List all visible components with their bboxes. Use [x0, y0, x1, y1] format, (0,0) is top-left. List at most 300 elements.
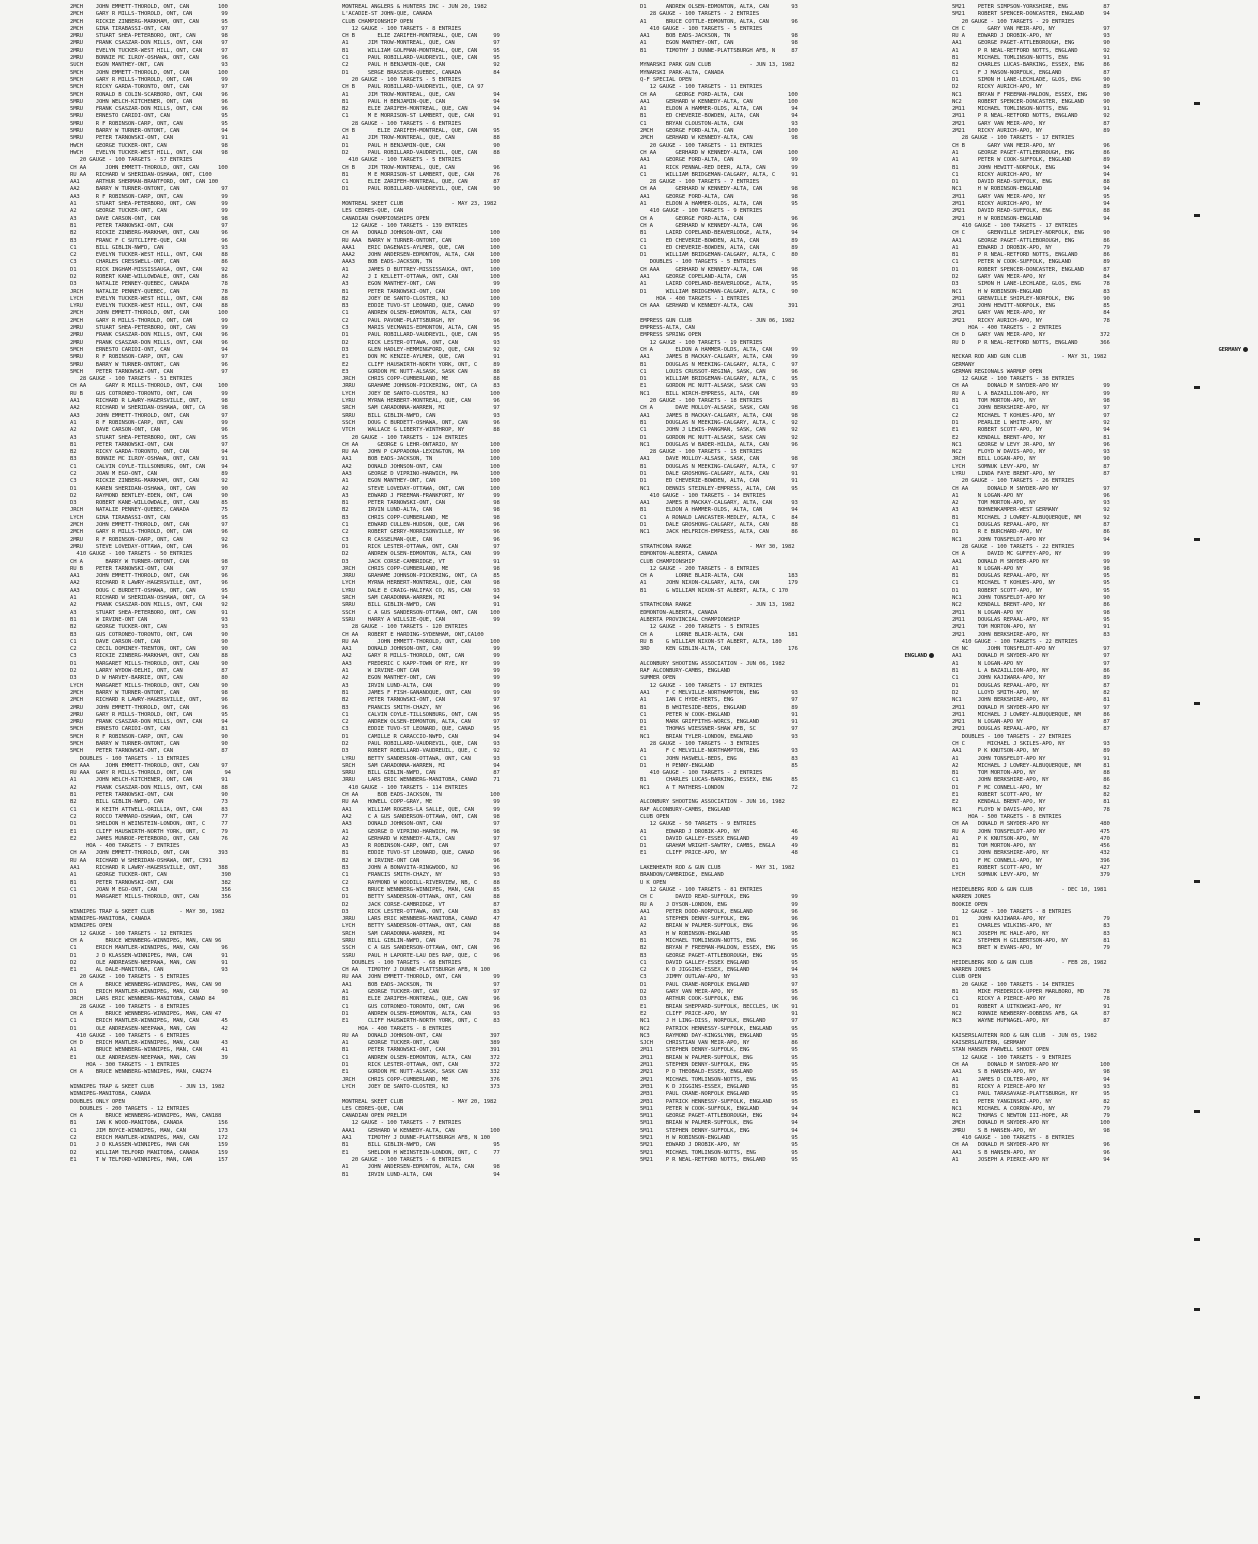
result-line: 2M21 TOM MORTON-APO, NY 91: [952, 624, 1110, 631]
result-line: D2 JACK CORSE-CAMBRIDGE, VT 87: [342, 901, 500, 908]
result-line: NC1 H W ROBINSON-ENGLAND 94: [952, 186, 1110, 193]
result-line: A1 BRUCE WENNBERG-WINNIPEG, MAN, CAN 41: [70, 1047, 228, 1054]
result-line: B1 G WILLIAM NIXON-ST ALBERT, ALTA, C 170: [640, 587, 789, 594]
result-line: D1 ANDREW OLSEN-EDMONTON, ALTA, CAN 93: [640, 4, 798, 10]
result-line: CH D ERICH MANTLER-WINNIPEG, MAN, CAN 43: [70, 1040, 228, 1047]
result-line: AA1 BOB EADS-JACKSON, TN 97: [342, 981, 500, 988]
result-line: AA1 S B HANSEN-APO, NY 96: [952, 1149, 1110, 1156]
result-line: C1 ED CHEVERIE-BOWDEN, ALTA, CAN 89: [640, 244, 798, 251]
result-line: A2 EGON MANTHEY-ONT, CAN 99: [342, 675, 500, 682]
result-line: SSCH C A GUS SANDERSON-OTTAWA, ONT, CAN 96: [342, 945, 500, 952]
result-line: C3 R CASSELMAN-QUE, CAN 96: [342, 536, 500, 543]
result-line: 2M21 RICKY AURICH-APO, NY 78: [952, 317, 1110, 324]
result-line: 20 GAUGE - 100 TARGETS - 26 ENTRIES: [952, 478, 1075, 485]
result-line: D1 GORDON MC NUTT-ALSASK, SASK CAN 92: [640, 434, 798, 441]
result-line: D2 ROBERT KANE-WILLOWDALE, ONT, CAN 86: [70, 273, 228, 280]
result-line: CH A GERHARD W KENNEDY-ALTA, CAN 96: [640, 222, 798, 229]
result-line: C1 DAVID GALLEY-ESSEX ENGLAND 95: [640, 959, 798, 966]
result-line: C1 ANDREW OLSEN-EDMONTON, ALTA, CAN 97: [342, 310, 500, 317]
result-line: A1 GEORGE TUCKER-ONT, CAN 389: [342, 1040, 500, 1047]
result-line: A2 BRIAN W PALMER-SUFFOLK, ENG 96: [640, 923, 798, 930]
result-line: B1 TOM MORTON-APO, NY 456: [952, 843, 1110, 850]
country-label: ENGLAND: [904, 653, 927, 660]
result-line: D1 PAUL H BENJAMIN-QUE, CAN 90: [342, 142, 500, 149]
result-line: 410 GAUGE - 100 TARGETS - 114 ENTRIES: [342, 784, 468, 791]
result-line: LES CEDRES-QUE, CAN: [342, 208, 404, 215]
result-line: AA1 BOB EADS-JACKSON, TN 98: [640, 33, 798, 40]
result-line: AA1 RICHARD R LAWRY-HAGERSVILLE, ONT, 388: [70, 865, 228, 872]
result-line: 20 GAUGE - 100 TARGETS - 124 ENTRIES: [342, 434, 468, 441]
result-line: CH AA BOB EADS-JACKSON, TN 100: [342, 792, 500, 799]
result-line: A1 W IRVINE-ONT CAN 99: [342, 668, 500, 675]
result-line: A1 GEORGE D VIPRINO-HARWICH, MA 98: [342, 828, 500, 835]
result-line: AA1 S B HANSEN-APO, NY 98: [952, 1069, 1110, 1076]
result-line: B1 DOUGLAS REPAAL-APO, NY 95: [952, 573, 1110, 580]
result-line: 410 GAUGE - 100 TARGETS - 5 ENTRIES: [640, 25, 763, 32]
result-line: A2 GERHARD W KENNEDY-ALTA, CAN 97: [342, 835, 500, 842]
spacer: [952, 1026, 1258, 1033]
result-line: 5MCH BARRY W TURNER-ONTONT, CAN 90: [70, 740, 228, 747]
result-line: CH C GRENVILLE SHIPLEY-NORFOLK, ENG 90: [952, 230, 1110, 237]
result-line: CH B GARY VAN MEIR-APO, NY 96: [952, 142, 1110, 149]
result-line: HWCH GEORGE TUCKER-ONT, CAN 98: [70, 142, 228, 149]
result-line: 5M21 MICHAEL TOMLINSON-NOTTS, ENG 95: [640, 1149, 798, 1156]
result-line: RU A J DYSON-LONDON, ENG 99: [640, 901, 798, 908]
result-line: AA1 JAMES B MACKAY-CALGARY, ALTA, CAN 99: [640, 354, 798, 361]
result-line: SRRU BILL GIBLIN-NWFD, CAN 93: [342, 412, 500, 419]
result-line: CANADIAN CHAMPIONSHIPS OPEN: [342, 215, 429, 222]
result-line: 5MRU JOHN WELCH-KITCHENER, ONT, CAN 96: [70, 98, 228, 105]
result-line: BOOKIE OPEN: [952, 901, 988, 908]
result-line: CH A DAVID MC GUFFEY-APO, NY 99: [952, 551, 1110, 558]
result-line: A3 H W ROBINSON-ENGLAND 95: [640, 930, 798, 937]
result-line: CH B ELIE ZARIFEH-MONTREAL, QUE, CAN 99: [342, 33, 500, 40]
result-line: 20 GAUGE - 100 TARGETS - 14 ENTRIES: [952, 981, 1075, 988]
result-line: 2MCH JOHN EMMETT-THOROLD, ONT, CAN 100: [70, 310, 228, 317]
result-line: 2M21 DAVID READ-SUFFOLK, ENG 88: [952, 208, 1110, 215]
result-line: 410 GAUGE - 100 TARGETS - 50 ENTRIES: [70, 551, 193, 558]
result-line: RU AA RICHARD W SHERIDAN-OSHAWA, ONT, C391: [70, 857, 212, 864]
result-line: CH AA GERHARD W KENNEDY-ALTA, CAN 100: [640, 149, 798, 156]
result-line: B2 CHARLES LUCAS-BARKING, ESSEX, ENG 86: [952, 62, 1110, 69]
result-line: CH AA JOHN EMMETT-THOROLD, ONT, CAN 393: [70, 850, 228, 857]
result-line: CH A BRUCE WENNBERG-WINNIPEG, MAN, CAN188: [70, 1113, 222, 1120]
spacer: [640, 55, 944, 62]
result-line: 2MCH RICKIE ZINBERG-MARKHAM, ONT, CAN 95: [70, 18, 228, 25]
result-line: CH AAA JOHN EMMETT-THOROLD, ONT, CAN 97: [70, 762, 228, 769]
result-line: A2 TOM MORTON-APO, NY 93: [952, 500, 1110, 507]
result-line: A3 STUART SHEA-PETERBORO, ONT, CAN 91: [70, 609, 228, 616]
result-line: D3 NATALIE PENNEY-QUEBEC, CANADA 78: [70, 281, 228, 288]
result-line: 28 GAUGE - 100 TARGETS - 22 ENTRIES: [952, 543, 1075, 550]
result-line: RU A L A BAZAILLION-APO, NY 99: [952, 390, 1110, 397]
result-line: EDMONTON-ALBERTA, CANADA: [640, 609, 718, 616]
result-line: D1 CAMILLE R CARACCIO-NWFD, CAN 94: [342, 733, 500, 740]
result-line: CH C DAVID READ-SUFFOLK, ENG 99: [640, 894, 798, 901]
result-line: AAA1 ERIC DAGENAIS-AYLMER, QUE, CAN 100: [342, 244, 500, 251]
result-line: C1 JOHN HASWELL-BEDS, ENG 83: [640, 755, 798, 762]
result-line: A1 P R NEAL-RETFORD NOTTS, ENGLAND 92: [952, 47, 1110, 54]
result-line: 2M31 PAUL CRANE-NORFOLK ENGLAND 95: [640, 1091, 798, 1098]
result-line: C1 ED CHEVERIE-BOWDEN, ALTA, CAN 89: [640, 237, 798, 244]
result-line: 2MRU BONNIE MC ILROY-OSHAWA, ONT, CAN 96: [70, 55, 228, 62]
result-line: AA1 DONALD M SNYDER-APO NY 99: [952, 558, 1110, 565]
result-line: JRCH NATALIE PENNEY-QUEBEC, CANADA 75: [70, 507, 228, 514]
result-line: JRRU GRAHAME JOHNSON-PICKERING, ONT, CA 85: [342, 573, 500, 580]
result-line: D2 RICK LESTER-OTTAWA, ONT, CAN 93: [342, 339, 500, 346]
result-line: SSRU HARRY A WILLSIE-QUE, CAN 99: [342, 616, 500, 623]
result-line: A3 EGON MANTHEY-ONT, CAN 99: [342, 281, 500, 288]
result-line: 2M11 DOUGLAS REPAAL-APO, NY 95: [952, 616, 1110, 623]
result-line: B1 PETER TARNOWSKI-ONT, CAN 97: [70, 222, 228, 229]
result-line: E1 ROBERT SCOTT-APO, NY 82: [952, 792, 1110, 799]
result-line: C2 ROBERT GERRY-MORRISONVILLE, NY 96: [342, 529, 500, 536]
result-line: NC1 GEORGE W LEVY JR-APO, NY 96: [952, 441, 1110, 448]
result-line: CH AA GEORGE G LEHR-ONTARIO, NY 100: [342, 441, 500, 448]
result-line: E1 T W TELFORD-WINNIPEG, MAN, CAN 157: [70, 1156, 228, 1163]
result-line: C1 ELIE ZARIFEH-MONTREAL, QUE, CAN 87: [342, 179, 500, 186]
result-line: NC3 RAYMOND DAY-KINGSLYNN, ENGLAND 95: [640, 1032, 798, 1039]
result-line: C1 RICKY AURICH-APO, NY 94: [952, 171, 1110, 178]
result-line: D1 WILLIAM BRIDGEMAN-CALGARY, ALTA, C 95: [640, 376, 798, 383]
result-line: RU D P R NEAL-RETFORD NOTTS, ENGLAND 366: [952, 339, 1110, 346]
result-line: AAA3 BOB EADS-JACKSON, TN 100: [342, 259, 500, 266]
spacer: [640, 858, 944, 865]
result-line: KAISERSLAUTERN, GERMANY: [952, 1040, 1027, 1047]
result-line: B1 PETER TARNOWSKI-ONT, CAN 382: [70, 879, 231, 886]
result-line: D3 D W HARVEY-BARRIE, ONT, CAN 80: [70, 675, 228, 682]
result-line: RU AAA JOHN EMMETT-THOROLD, ONT, CAN 99: [342, 974, 500, 981]
result-line: NC1 JOHN BERKSHIRE-APO, NY 81: [952, 697, 1110, 704]
result-line: C2 ERICH MANTLER-WINNIPEG, MAN, CAN 172: [70, 1135, 228, 1142]
result-line: 2MRU EVELYN TUCKER-WEST HILL, ONT, CAN 97: [70, 47, 228, 54]
result-line: B2 IRVIN LUND-ALTA, CAN 98: [342, 507, 500, 514]
result-line: C3 MARIS VECMANIS-EDMONTON, ALTA, CAN 95: [342, 325, 500, 332]
result-line: A1 GEORGE TUCKER-ONT, CAN 390: [70, 872, 231, 879]
result-line: B1 ELIE ZARIFEH-MONTREAL, QUE, CAN 96: [342, 996, 500, 1003]
result-line: 2MCH GERHARD W KENNEDY-ALTA, CAN 98: [640, 135, 798, 142]
result-line: STRATHCONA RANGE - JUN 13, 1982: [640, 602, 795, 609]
result-line: 5MCH ERNESTO CARIDI-ONT, CAN 94: [70, 346, 228, 353]
result-line: C1 BRYAN CLOUSTON-ALTA, CAN 93: [640, 120, 798, 127]
result-line: A3 STUART SHEA-PETERBORO, ONT, CAN 95: [70, 434, 228, 441]
result-line: HOA - 400 TARGETS - 8 ENTRIES: [342, 1025, 452, 1032]
result-line: RAF ALCONBURY-CAMBS, ENGLAND: [640, 806, 731, 813]
result-line: C2 JOAN M EGO-ONT, CAN 89: [70, 471, 228, 477]
result-line: NC2 STEPHEN H GILBERTSON-APO, NY 81: [952, 938, 1110, 944]
result-line: ALBERTA PROVINCIAL CHAMPIONSHIP: [640, 616, 740, 623]
result-line: A2 GEORGE TUCKER-ONT, CAN 99: [70, 208, 228, 215]
result-line: RU A EDWARD J DROBIK-APO, NY 93: [952, 33, 1110, 40]
result-line: D3 GLEN HADLEY-HEMMINGFORD, QUE, CAN 92: [342, 346, 500, 353]
result-line: B1 L A BAZAILLION-APO, NY 86: [952, 668, 1110, 675]
result-line: E1 AL DALE-MANITOBA, CAN 93: [70, 967, 228, 974]
result-line: B1 RICKY A PIERCE-APO NY 93: [952, 1083, 1110, 1090]
result-line: 5MRU BARRY W TURNER-ONTONT, CAN 96: [70, 361, 228, 368]
result-line: 28 GAUGE - 100 TARGETS - 51 ENTRIES: [70, 376, 193, 383]
result-line: D3 ROBERT ROBILLARD-VAUDREUIL, QUE, C 92: [342, 748, 500, 755]
result-line: C1 PETER W COOK-SUFFOLK, ENGLAND 89: [952, 259, 1110, 266]
result-line: AAA2 JOHN ANDERSEN-EDMONTON, ALTA, CAN 100: [342, 252, 500, 259]
result-line: D1 MARGARET MILLS-THOROLD, ONT, CAN 356: [70, 894, 231, 901]
result-line: RAF ALCONBURY-CAMBS, ENGLAND: [640, 668, 731, 675]
result-line: D2 RICKY AURICH-APO, NY 89: [952, 84, 1110, 91]
result-line: 5M21 PETER SIMPSON-YORKSHIRE, ENG 87: [952, 4, 1110, 10]
result-line: 12 GAUGE - 100 TARGETS - 17 ENTRIES: [640, 682, 763, 689]
result-line: HOA - 400 TARGETS - 2 ENTRIES: [952, 325, 1062, 332]
result-line: AA3 DONALD JOHNSON-ONT, CAN 97: [342, 821, 500, 828]
result-line: A1 JIM TROW-MONTREAL, QUE, CAN 94: [342, 91, 500, 98]
result-line: JRCH CHRIS COPP-CUMBERLAND, ME 88: [342, 376, 500, 383]
result-line: 5MRU R F ROBINSON-CARP, ONT, CAN 95: [70, 120, 228, 127]
result-line: B1 PETER TARNOWSKI-ONT, CAN 97: [70, 441, 228, 448]
result-line: A1 ELDON A HAMMER-OLDS, ALTA, CAN 95: [640, 201, 798, 208]
result-line: E2 KENDALL BRENT-APO, NY 81: [952, 434, 1110, 441]
result-line: D1 WILLIAM BRIDGEMAN-CALGARY, ALTA, C 80: [640, 252, 798, 259]
result-line: 410 GAUGE - 100 TARGETS - 22 ENTRIES: [952, 638, 1078, 645]
result-line: D1 J D KLASSEN-WINNIPEG, MAN CAN 159: [70, 1142, 228, 1149]
result-line: 2M11 STEPHEN DENNY-SUFFOLK, ENG 95: [640, 1062, 798, 1069]
result-line: 5M21 P R NEAL-RETFORD NOTTS, ENGLAND 95: [640, 1156, 798, 1163]
result-line: 2MRU R F ROBINSON-CARP, ONT, CAN 92: [70, 536, 228, 543]
result-line: B1 WILLIAM GOLFMAN-MONTREAL, QUE, CAN 95: [342, 47, 500, 54]
result-line: 12 GAUGE - 50 TARGETS - 9 ENTRIES: [640, 821, 756, 828]
result-line: WINNIPEG-MANITOBA, CANADA: [70, 1091, 151, 1098]
result-line: 2MRU GARY R MILLS-THOROLD, ONT, CAN 95: [70, 711, 228, 718]
result-line: D1 DAVID READ-SUFFOLK, ENG 88: [952, 179, 1110, 186]
result-line: A1 GEORGE PAGET-ATTLEBOROUGH, ENG 86: [952, 149, 1110, 156]
result-line: CLUB OPEN: [952, 974, 981, 981]
result-line: RU AA JOHN EMMETT-THOROLD, ONT, CAN 100: [342, 638, 500, 645]
result-line: CH C MICHAEL J SKILES-APO, NY 93: [952, 740, 1110, 747]
result-line: B1 CHARLES LUCAS-BARKING, ESSEX, ENG 85: [640, 777, 798, 784]
result-line: C3 EDDIE TUVO-ST LEONARD, QUE, CANAD 95: [342, 726, 500, 733]
result-line: D1 KAREN SHERIDAN-OSHAWA, ONT, CAN 90: [70, 485, 228, 492]
result-line: 2MCH BARRY W TURNER-ONTONT, CAN 98: [70, 689, 228, 696]
result-line: 2MCH GARY R MILLS-THOROLD, ONT, CAN 99: [70, 11, 228, 18]
result-line: LYCH JOEY DE SANTO-CLOSTER, NJ 373: [342, 1083, 500, 1090]
result-line: SSCH DOUG C BURDETT-OSHAWA, ONT, CAN 96: [342, 419, 500, 426]
result-line: NC1 JOHN TONSFELDT-APO NY 90: [952, 595, 1110, 602]
result-line: CH A BARRY W TURNER-ONTONT, CAN 98: [70, 558, 228, 565]
result-line: SRCH SAM CARADONNA-WARREN, MI 94: [342, 762, 500, 769]
result-line: D2 PAUL ROBILLARD-VAUDREVIL, QUE, CAN 93: [342, 740, 500, 747]
result-line: 2M11 N LOGAN-APO NY 98: [952, 609, 1110, 616]
result-line: 2M11 STEPHEN DENNY-SUFFOLK, ENG 95: [640, 1047, 798, 1054]
result-line: D1 DOUGLAS REPAAL-APO, NY 87: [952, 682, 1110, 689]
result-line: 28 GAUGE - 100 TARGETS - 7 ENTRIES: [640, 179, 760, 186]
result-line: C1 ANDREW OLSEN-EDMONTON, ALTA, CAN 372: [342, 1054, 500, 1061]
result-line: B1 MIKE FREDERICK-UPPER MARLBORO, MD 78: [952, 989, 1110, 996]
result-line: C1 DAVE CARSON-ONT, CAN 90: [70, 638, 228, 645]
result-line: 2MCH JOHN EMMETT-THOROLD, ONT, CAN 97: [70, 522, 228, 529]
result-line: 12 GAUGE - 100 TARGETS - 19 ENTRIES: [640, 339, 763, 346]
result-line: AAA1 GERHARD W KENNEDY-ALTA, CAN 100: [342, 1127, 500, 1134]
result-line: AA1 TIMOTHY J DUNNE-PLATTSBURGH AFB, N 100: [342, 1135, 491, 1142]
result-line: B3 GEORGE PAGET-ATTLEBOROUGH, ENG 95: [640, 952, 798, 959]
result-line: C1 JOHN BERKSHIRE-APO, NY 97: [952, 405, 1110, 412]
result-line: A1 JIM TROW-MONTREAL, QUE, CAN 97: [342, 40, 500, 47]
bullet-dot-icon: [929, 653, 934, 658]
result-line: ALCONBURY SHOOTING ASSOCIATION - JUN 16, 1982: [640, 799, 785, 806]
result-line: SJCH CHRISTIAN VAN MEIR-APO, NY 86: [640, 1040, 798, 1047]
result-line: 2M21 MICHAEL TOMLINSON-NOTTS, ENG 95: [640, 1076, 798, 1083]
result-line: SSCH C A GUS SANDERSON-OTTAWA, ONT, CAN 100: [342, 609, 500, 616]
result-line: RU AA RICHARD W SHERIDAN-OSHAWA, ONT, C100: [70, 171, 212, 178]
result-line: CH AA ROBERT E HARDING-SYDENHAM, ONT,CA100: [342, 631, 484, 638]
result-line: D1 PAUL ROBILLARD-VAUDREVIL, QUE, CAN 95: [342, 332, 500, 339]
result-line: CH AA TIMOTHY J DUNNE-PLATTSBURGH AFB, N 100: [342, 967, 491, 974]
spacer: [342, 1091, 634, 1098]
result-line: D1 ROBERT SPENCER-DONCASTER, ENGLAND 87: [952, 266, 1110, 273]
result-line: 5MCH PETER TARNOWSKI-ONT, CAN 97: [70, 368, 228, 375]
result-line: 5MRU ERNESTO CARIDI-ONT, CAN 95: [70, 113, 228, 120]
result-line: A1 RICHARD W SHERIDAN-OSHAWA, ONT, CA 94: [70, 595, 228, 602]
result-line: AA1 JAMES B MACKAY-CALGARY, ALTA, CAN 93: [640, 500, 798, 507]
result-line: B1 PETER TARNOWSKI-ONT, CAN 90: [70, 792, 228, 799]
result-line: CH C GARY VAN MEIR-APO, NY 97: [952, 25, 1110, 32]
result-line: 28 GAUGE - 100 TARGETS - 15 ENTRIES: [640, 449, 763, 456]
result-line: B1 PETER TARNOWSKI-ONT, CAN 98: [342, 500, 500, 507]
result-line: NC2 THOMAS C NEWTON III-HOPE, AR 79: [952, 1113, 1110, 1120]
result-line: GERMANY: [952, 361, 975, 368]
result-line: 410 GAUGE - 100 TARGETS - 6 ENTRIES: [70, 1032, 190, 1039]
result-line: JRCH CHRIS COPP-CUMBERLAND, ME 376: [342, 1076, 500, 1083]
edge-tick: [1194, 880, 1200, 883]
result-line: 20 GAUGE - 100 TARGETS - 5 ENTRIES: [342, 76, 462, 83]
result-line: C2 ANDREW OLSEN-EDMONTON, ALTA, CAN 97: [342, 719, 500, 726]
result-line: DOUBLES - 100 TARGETS - 27 ENTRIES: [952, 733, 1072, 740]
result-line: A1 LAIRD COPELAND-BEAVERLODGE, ALTA, 95: [640, 281, 798, 288]
result-line: CH AAA GERHARD W KENNEDY-ALTA, CAN 391: [640, 303, 798, 310]
result-line: STRATHCONA RANGE - MAY 30, 1982: [640, 543, 795, 550]
result-line: 5M21 H W ROBINSON-ENGLAND 95: [640, 1135, 798, 1142]
result-line: SUMMER OPEN: [640, 675, 676, 682]
result-line: E2 CLIFF PRICE-APO, NY 91: [640, 1010, 798, 1017]
result-line: C2 CECIL DOMINEY-TRENTON, ONT, CAN 90: [70, 646, 228, 653]
edge-tick: [1194, 538, 1200, 541]
result-line: C2 K D JIGGINS-ESSEX, ENGLAND 94: [640, 967, 798, 974]
result-line: AA2 BARRY W TURNER-ONTONT, CAN 97: [70, 186, 228, 193]
result-line: B2 BILL GIBLIN-NWFD, CAN 73: [70, 799, 228, 806]
result-line: B1 EDDIE TUVO-ST LEONARD, QUE, CANAD 96: [342, 850, 500, 857]
result-line: A1 JIM TROW-MONTREAL, QUE, CAN 88: [342, 135, 500, 142]
result-line: B1 MICHAEL TOMLINSON-NOTTS, ENG 96: [640, 938, 798, 944]
result-line: B1 PETER TARNOWSKI-ONT, CAN 391: [342, 1047, 500, 1054]
result-line: C1 W KEITH ATTWELL-ORILLIA, ONT, CAN 83: [70, 806, 228, 813]
result-line: MONTREAL SKEET CLUB - MAY 20, 1982: [342, 1098, 497, 1105]
result-line: 2M21 N LOGAN-APO NY 87: [952, 719, 1110, 726]
result-line: C1 ERICH MANTLER-WINNIPEG, MAN, CAN 45: [70, 1018, 228, 1025]
result-line: 2MRU S B HANSEN-APO, NY 98: [952, 1127, 1110, 1134]
result-line: 2M11 BRIAN W PALMER-SUFFOLK, ENG 95: [640, 1054, 798, 1061]
result-line: 20 GAUGE - 100 TARGETS - 57 ENTRIES: [70, 157, 193, 164]
result-line: B1 DOUGLAS N MEEKING-CALGARY, ALTA, C 97: [640, 463, 798, 470]
result-line: NC1 JACK HELFRICH-EMPRESS, ALTA, CAN 86: [640, 529, 798, 536]
country-heading: [640, 653, 944, 660]
result-line: AA1 JAMES B MACKAY-CALGARY, ALTA, CAN 98: [640, 412, 798, 419]
spacer: [342, 194, 634, 201]
edge-tick: [1194, 102, 1200, 105]
result-line: RU AA HOWELL COPP-GRAY, ME 99: [342, 799, 500, 806]
result-line: A1 R F ROBINSON-CARP, ONT, CAN 99: [70, 419, 228, 426]
spacer: [640, 792, 944, 799]
result-line: B1 JOHN HEWITT-NORFOLK, ENG 94: [952, 164, 1110, 171]
result-line: JRRU GRAHAME JOHNSON-PICKERING, ONT, CA 83: [342, 383, 500, 390]
result-line: AA1 DAVE MOLLOY-ALSASK, SASK, CAN 98: [640, 456, 798, 463]
result-line: 5M11 STEPHEN DENNY-SUFFOLK, ENG 94: [640, 1127, 798, 1134]
result-line: 2MCH RICHARD R LAWRY-HAGERSVILLE, ONT, 96: [70, 697, 228, 704]
result-line: 2MRU JOHN EMMETT-THOROLD, ONT, CAN 96: [70, 704, 228, 711]
result-line: 2MRU FRANK CSASZAR-DON MILLS, ONT, CAN 97: [70, 40, 228, 47]
result-line: D2 PAUL ROBILLARD-VAUDREVIL, QUE, CAN 88: [342, 149, 500, 156]
result-line: C1 CALVIN COYLE-TILLSONBURG, ONT, CAN 95: [342, 711, 500, 718]
result-line: AA2 C A GUS SANDERSON-OTTAWA, ONT, CAN 98: [342, 813, 500, 820]
result-line: E1 BRIAN SHEPPARD-SUFFOLK, BECCLES, UK 91: [640, 1003, 798, 1010]
result-line: C1 MICHAEL T KOHUES-APO, NY 95: [952, 580, 1110, 587]
result-line: CH A DAVE MOLLOY-ALSASK, SASK, CAN 98: [640, 405, 798, 412]
result-line: NC1 J H LING-DISS, NORFOLK, ENGLAND 97: [640, 1018, 798, 1025]
result-line: B2 ELIE ZARIFEH-MONTREAL, QUE, CAN 94: [342, 106, 500, 113]
edge-tick: [1194, 1396, 1200, 1399]
edge-tick: [1194, 702, 1200, 705]
result-line: CH A LORNE BLAIR-ALTA, CAN 183: [640, 573, 798, 580]
result-line: LYCH MARGARET MILLS-THOROLD, ONT, CAN 90: [70, 682, 228, 689]
result-line: A2 J I KELLETT-OTTAWA, ONT, CAN 100: [342, 273, 500, 280]
result-line: B3 GUS COTRONEO-TORONTO, ONT, CAN 90: [70, 631, 228, 638]
spacer: [952, 953, 1258, 960]
result-line: A3 R ROBINSON-CARP, ONT, CAN 97: [342, 843, 500, 850]
result-line: 12 GAUGE - 100 TARGETS - 11 ENTRIES: [640, 84, 763, 91]
result-line: C1 JOHN J LEWIS-PANGMAN, SASK, CAN 92: [640, 427, 798, 434]
result-line: 5MRU BARRY W TURNER-ONTONT, CAN 94: [70, 128, 228, 135]
result-line: CH AA GEORGE FORD-ALTA, CAN 100: [640, 91, 798, 98]
result-line: B2 W IRVINE-ONT CAN 96: [342, 857, 500, 864]
result-line: 410 GAUGE - 100 TARGETS - 14 ENTRIES: [640, 492, 766, 499]
result-line: C1 PETER W COOK-ENGLAND 91: [640, 711, 798, 718]
result-line: RU AAA GARY R MILLS-THOROLD, ONT, CAN 94: [70, 770, 231, 777]
result-line: DOUBLES - 200 TARGETS - 12 ENTRIES: [70, 1105, 190, 1112]
result-line: C3 BRUCE WENNBERG-WINNIPEG, MAN, CAN 85: [342, 886, 500, 893]
result-line: 2MCH GARY R MILLS-THOROLD, ONT, CAN 99: [70, 317, 228, 324]
result-line: 5M11 BRIAN W PALMER-SUFFOLK, ENG 94: [640, 1120, 798, 1127]
column-3: [640, 4, 944, 1540]
result-line: LYCH JOEY DE SANTO-CLOSTER, NJ 100: [342, 390, 500, 397]
result-line: MYNARSKI PARK-ALTA, CANADA: [640, 69, 724, 76]
result-line: A1 N LOGAN-APO NY 96: [952, 492, 1110, 499]
result-line: RU B GUS COTRONEO-TORONTO, ONT, CAN 99: [70, 390, 228, 397]
result-line: NC1 BRIAN TYLER-LONDON, ENGLAND 93: [640, 733, 798, 740]
result-line: DOUBLES - 100 TARGETS - 68 ENTRIES: [342, 959, 462, 966]
result-line: RU A JOHN TONSFELDT-APO NY 475: [952, 828, 1110, 835]
result-line: U K OPEN: [640, 879, 666, 886]
result-line: NC1 H W ROBINSON-ENGLAND 83: [952, 288, 1110, 295]
result-line: D2 GARY VAN MEIR-APO, NY 84: [952, 273, 1110, 280]
result-line: MYNARSKI PARK GUN CLUB - JUN 13, 1982: [640, 62, 795, 69]
result-line: A1 JOHN TONSFELDT-APO NY 91: [952, 755, 1110, 762]
result-line: 20 GAUGE - 100 TARGETS - 6 ENTRIES: [342, 1156, 462, 1163]
result-line: AA1 GEORGE PAGET-ATTLEBOROUGH, ENG 86: [952, 237, 1110, 244]
spacer: [640, 310, 944, 317]
result-line: E1 GORDON MC NUTT-ALSASK, SASK CAN 93: [640, 383, 798, 390]
result-line: D1 ROBERT A UITKOWSKI-APO, NY 91: [952, 1003, 1110, 1010]
result-line: NC2 RONNIE NEWBERRY-DOBBINS AFB, GA 87: [952, 1010, 1110, 1017]
result-line: 2M21 JOHN BERKSHIRE-APO, NY 83: [952, 631, 1110, 638]
result-line: LYCH BETTY SANDERSON-OTTAWA, ONT, CAN 88: [342, 923, 500, 930]
result-line: ALCONBURY SHOOTING ASSOCIATION - JUN 06, 1982: [640, 660, 785, 667]
column-1: [70, 4, 338, 1540]
result-line: D2 ANDREW OLSEN-EDMONTON, ALTA, CAN 99: [342, 551, 500, 558]
